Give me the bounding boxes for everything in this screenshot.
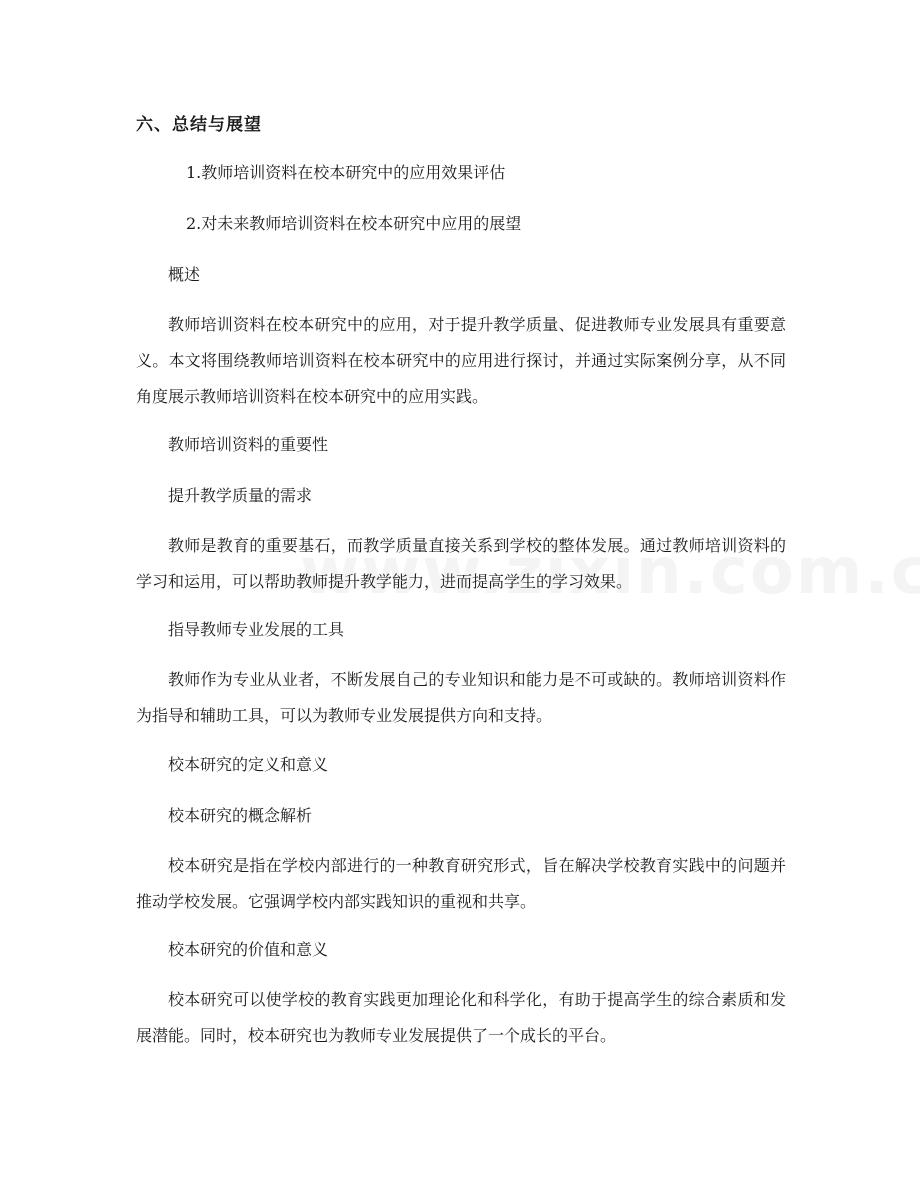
section-title: 六、总结与展望 [136,115,262,135]
concept-title: 校本研究的概念解析 [168,806,313,825]
outline-item-1: 1.教师培训资料在校本研究中的应用效果评估 [186,163,506,182]
value-title: 校本研究的价值和意义 [168,940,329,959]
overview-title: 概述 [168,265,201,284]
outline-item-2: 2.对未来教师培训资料在校本研究中应用的展望 [186,214,522,233]
value-paragraph: 校本研究可以使学校的教育实践更加理论化和科学化，有助于提高学生的综合素质和发展潜能。同时，校本研究也为教师专业发展提供了一个成长的平台。 [136,990,786,1045]
tool-title: 指导教师专业发展的工具 [168,620,345,639]
tool-paragraph: 教师作为专业从业者，不断发展自己的专业知识和能力是不可或缺的。教师培训资料作为指导和辅助工具，可以为教师专业发展提供方向和支持。 [136,670,786,725]
quality-paragraph: 教师是教育的重要基石，而教学质量直接关系到学校的整体发展。通过教师培训资料的学习和运用，可以帮助教师提升教学能力，进而提高学生的学习效果。 [136,536,786,591]
overview-paragraph: 教师培训资料在校本研究中的应用，对于提升教学质量、促进教师专业发展具有重要意义。本文将围绕教师培训资料在校本研究中的应用进行探讨，并通过实际案例分享，从不同角度展示教师培训资料在校本研究中的应用实践。 [136,315,786,406]
quality-title: 提升教学质量的需求 [168,486,313,505]
importance-title: 教师培训资料的重要性 [168,435,329,454]
definition-title: 校本研究的定义和意义 [168,755,329,774]
concept-paragraph: 校本研究是指在学校内部进行的一种教育研究形式，旨在解决学校教育实践中的问题并推动学校发展。它强调学校内部实践知识的重视和共享。 [136,856,786,911]
